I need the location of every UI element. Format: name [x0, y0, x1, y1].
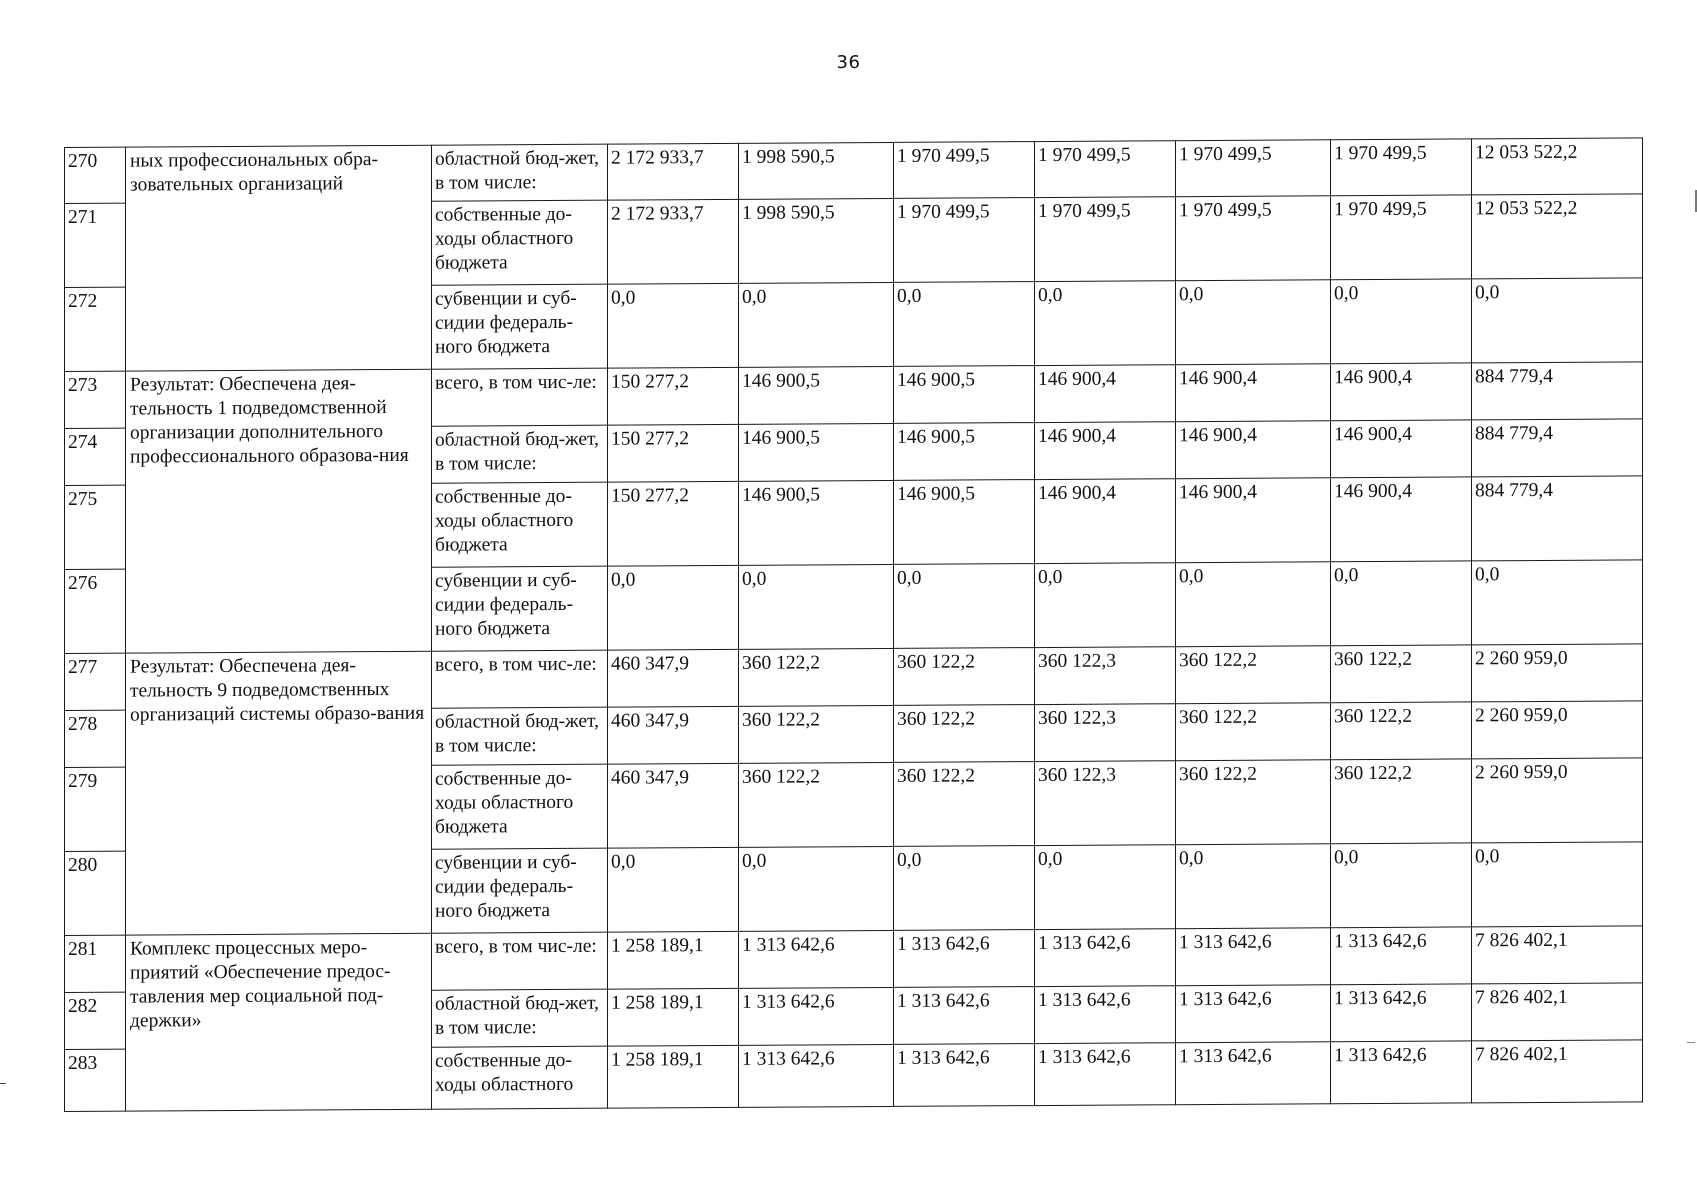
value-cell: 360 122,2 [739, 705, 894, 763]
value-cell: 1 313 642,6 [1176, 985, 1331, 1043]
budget-table [64, 137, 1643, 1112]
value-cell: 1 313 642,6 [894, 930, 1035, 988]
value-cell: 0,0 [894, 564, 1035, 649]
value-cell: 146 900,4 [1331, 420, 1472, 478]
total-cell: 7 826 402,1 [1472, 926, 1643, 984]
value-cell: 1 313 642,6 [739, 1044, 894, 1107]
value-cell: 0,0 [739, 282, 894, 367]
table-row [65, 362, 1643, 429]
total-cell: 0,0 [1472, 278, 1643, 363]
total-cell: 2 260 959,0 [1472, 701, 1643, 759]
row-number: 277 [65, 653, 126, 710]
row-description: Результат: Обеспечена дея-тельность 1 подведомственной организации дополнительного профессионального образова-ния [126, 369, 432, 653]
funding-source: всего, в том чис-ле: [432, 368, 608, 426]
total-cell: 12 053 522,2 [1472, 138, 1643, 195]
value-cell: 360 122,2 [1331, 759, 1472, 844]
value-cell: 146 900,4 [1331, 477, 1472, 562]
table-row [65, 138, 1643, 204]
value-cell: 1 998 590,5 [739, 142, 894, 199]
value-cell: 460 347,9 [608, 763, 739, 848]
funding-source: всего, в том чис-ле: [432, 932, 608, 990]
funding-source: областной бюд-жет, в том числе: [432, 989, 608, 1047]
value-cell: 2 172 933,7 [608, 143, 739, 200]
value-cell: 146 900,5 [739, 423, 894, 481]
value-cell: 146 900,4 [1035, 365, 1176, 423]
value-cell: 146 900,5 [894, 366, 1035, 424]
funding-source: собственные до-ходы областного бюджета [432, 764, 608, 849]
value-cell: 360 122,2 [1331, 645, 1472, 703]
value-cell: 1 313 642,6 [739, 987, 894, 1045]
total-cell: 2 260 959,0 [1472, 758, 1643, 843]
total-cell: 0,0 [1472, 842, 1643, 927]
row-number: 272 [65, 287, 126, 371]
value-cell: 0,0 [1176, 844, 1331, 929]
value-cell: 1 313 642,6 [1035, 929, 1176, 987]
funding-source: субвенции и суб-сидии федераль-ного бюджета [432, 284, 608, 369]
row-number: 276 [65, 569, 126, 653]
total-cell: 884 779,4 [1472, 476, 1643, 561]
value-cell: 1 313 642,6 [1176, 928, 1331, 986]
total-cell: 0,0 [1472, 560, 1643, 645]
row-number: 271 [65, 203, 126, 287]
value-cell: 0,0 [1035, 845, 1176, 930]
value-cell: 0,0 [894, 846, 1035, 931]
funding-source: субвенции и суб-сидии федераль-ного бюджета [432, 848, 608, 933]
value-cell: 150 277,2 [608, 481, 739, 566]
scan-edge-mark [0, 1083, 6, 1084]
value-cell: 1 258 189,1 [608, 1045, 739, 1108]
value-cell: 0,0 [1331, 561, 1472, 646]
value-cell: 0,0 [1035, 281, 1176, 366]
total-cell: 7 826 402,1 [1472, 1040, 1643, 1103]
row-number: 283 [65, 1049, 126, 1111]
value-cell: 360 122,2 [1331, 702, 1472, 760]
total-cell: 2 260 959,0 [1472, 644, 1643, 702]
value-cell: 0,0 [608, 283, 739, 368]
page-number: 36 [836, 52, 861, 73]
value-cell: 0,0 [608, 565, 739, 650]
value-cell: 0,0 [1035, 563, 1176, 648]
value-cell: 360 122,3 [1035, 761, 1176, 846]
value-cell: 460 347,9 [608, 706, 739, 764]
value-cell: 1 258 189,1 [608, 988, 739, 1046]
value-cell: 360 122,2 [1176, 760, 1331, 845]
value-cell: 460 347,9 [608, 649, 739, 707]
value-cell: 1 970 499,5 [1035, 141, 1176, 198]
value-cell: 146 900,4 [1176, 421, 1331, 479]
value-cell: 360 122,2 [739, 762, 894, 847]
scan-edge-mark [1687, 1042, 1695, 1043]
value-cell: 1 998 590,5 [739, 198, 894, 283]
value-cell: 1 313 642,6 [739, 930, 894, 988]
value-cell: 0,0 [1331, 279, 1472, 364]
row-number: 279 [65, 767, 126, 851]
value-cell: 1 313 642,6 [894, 987, 1035, 1045]
value-cell: 360 122,2 [1176, 646, 1331, 704]
funding-source: собственные до-ходы областного [432, 1046, 608, 1109]
total-cell: 7 826 402,1 [1472, 983, 1643, 1041]
value-cell: 0,0 [1176, 562, 1331, 647]
value-cell: 1 258 189,1 [608, 931, 739, 989]
value-cell: 146 900,4 [1035, 422, 1176, 480]
value-cell: 0,0 [739, 564, 894, 649]
row-number: 281 [65, 935, 126, 992]
row-description: ных профессиональных обра-зовательных организаций [126, 145, 432, 371]
value-cell: 360 122,2 [739, 648, 894, 706]
value-cell: 146 900,5 [894, 423, 1035, 481]
funding-source: собственные до-ходы областного бюджета [432, 200, 608, 285]
total-cell: 884 779,4 [1472, 419, 1643, 477]
total-cell: 12 053 522,2 [1472, 194, 1643, 279]
value-cell: 1 313 642,6 [1176, 1042, 1331, 1105]
value-cell: 1 970 499,5 [1176, 196, 1331, 281]
funding-source: всего, в том чис-ле: [432, 650, 608, 708]
value-cell: 1 313 642,6 [1331, 927, 1472, 985]
table-row [65, 926, 1643, 993]
value-cell: 146 900,5 [894, 480, 1035, 565]
value-cell: 360 122,3 [1035, 647, 1176, 705]
row-number: 270 [65, 147, 126, 203]
value-cell: 1 313 642,6 [1035, 1043, 1176, 1106]
value-cell: 1 313 642,6 [1035, 986, 1176, 1044]
row-number: 275 [65, 485, 126, 569]
value-cell: 146 900,4 [1331, 363, 1472, 421]
value-cell: 360 122,2 [894, 762, 1035, 847]
value-cell: 0,0 [739, 846, 894, 931]
row-description: Комплекс процессных меро-приятий «Обеспечение предос-тавления мер социальной под-держки» [126, 933, 432, 1111]
row-number: 278 [65, 710, 126, 767]
funding-source: субвенции и суб-сидии федераль-ного бюджета [432, 566, 608, 651]
value-cell: 0,0 [1331, 843, 1472, 928]
value-cell: 1 970 499,5 [894, 198, 1035, 283]
value-cell: 1 970 499,5 [1035, 197, 1176, 282]
funding-source: областной бюд-жет, в том числе: [432, 707, 608, 765]
row-description: Результат: Обеспечена дея-тельность 9 подведомственных организаций системы образо-вания [126, 651, 432, 935]
table-body [65, 138, 1643, 1112]
value-cell: 360 122,2 [894, 648, 1035, 706]
value-cell: 2 172 933,7 [608, 199, 739, 284]
value-cell: 146 900,5 [739, 480, 894, 565]
value-cell: 146 900,4 [1035, 479, 1176, 564]
funding-source: областной бюд-жет, в том числе: [432, 144, 608, 201]
funding-source: собственные до-ходы областного бюджета [432, 482, 608, 567]
value-cell: 1 970 499,5 [1176, 140, 1331, 197]
row-number: 282 [65, 992, 126, 1049]
row-number: 280 [65, 851, 126, 935]
value-cell: 1 970 499,5 [1331, 139, 1472, 196]
value-cell: 146 900,4 [1176, 364, 1331, 422]
value-cell: 0,0 [608, 847, 739, 932]
value-cell: 360 122,2 [1176, 703, 1331, 761]
value-cell: 150 277,2 [608, 367, 739, 425]
value-cell: 1 970 499,5 [894, 142, 1035, 199]
value-cell: 1 313 642,6 [1331, 1041, 1472, 1104]
funding-source: областной бюд-жет, в том числе: [432, 425, 608, 483]
value-cell: 1 313 642,6 [894, 1044, 1035, 1107]
value-cell: 360 122,2 [894, 705, 1035, 763]
row-number: 273 [65, 371, 126, 428]
value-cell: 146 900,4 [1176, 478, 1331, 563]
value-cell: 150 277,2 [608, 424, 739, 482]
value-cell: 0,0 [1176, 280, 1331, 365]
value-cell: 1 313 642,6 [1331, 984, 1472, 1042]
value-cell: 1 970 499,5 [1331, 195, 1472, 280]
value-cell: 360 122,3 [1035, 704, 1176, 762]
total-cell: 884 779,4 [1472, 362, 1643, 420]
table-row [65, 644, 1643, 711]
value-cell: 146 900,5 [739, 366, 894, 424]
value-cell: 0,0 [894, 282, 1035, 367]
row-number: 274 [65, 428, 126, 485]
